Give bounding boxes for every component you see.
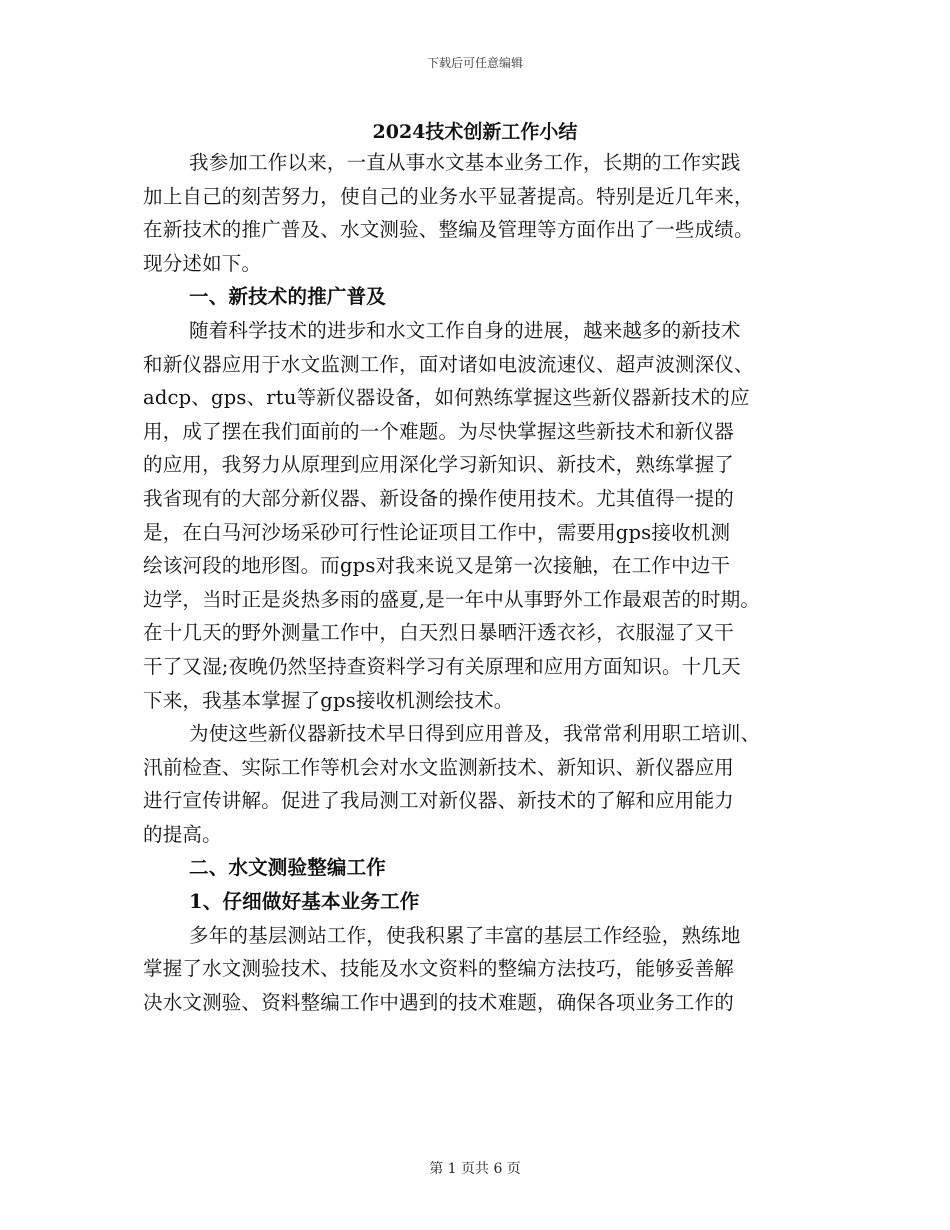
paragraph-line: 汛前检查、实际工作等机会对水文监测新技术、新知识、新仪器应用	[143, 755, 735, 779]
section-heading: 二、水文测验整编工作	[189, 856, 387, 880]
paragraph-line: 决水文测验、资料整编工作中遇到的技术难题，确保各项业务工作的	[143, 990, 735, 1014]
section-heading: 1、仔细做好基本业务工作	[189, 890, 420, 914]
paragraph-line: 的提高。	[143, 822, 222, 846]
paragraph-line: 加上自己的刻苦努力，使自己的业务水平显著提高。特别是近几年来，	[143, 184, 754, 208]
paragraph-line: 绘该河段的地形图。而gps对我来说又是第一次接触，在工作中边干	[143, 554, 731, 578]
page-footer: 第 1 页共 6 页	[429, 1161, 521, 1177]
paragraph-line: 多年的基层测站工作，使我积累了丰富的基层工作经验，熟练地	[189, 923, 741, 947]
paragraph-line: 下来，我基本掌握了gps接收机测绘技术。	[143, 688, 514, 712]
paragraph-line: adcp、gps、rtu等新仪器设备，如何熟练掌握这些新仪器新技术的应	[143, 386, 750, 410]
document-body	[143, 146, 813, 1019]
paragraph-line: 进行宣传讲解。促进了我局测工对新仪器、新技术的了解和应用能力	[143, 789, 735, 813]
paragraph-line: 随着科学技术的进步和水文工作自身的进展，越来越多的新技术	[189, 318, 741, 342]
paragraph-line: 是，在白马河沙场采砂可行性论证项目工作中，需要用gps接收机测	[143, 520, 731, 544]
paragraph-line: 为使这些新仪器新技术早日得到应用普及，我常常利用职工培训、	[189, 722, 761, 746]
paragraph-line: 我省现有的大部分新仪器、新设备的操作使用技术。尤其值得一提的	[143, 486, 735, 510]
paragraph-line: 边学，当时正是炎热多雨的盛夏,是一年中从事野外工作最艰苦的时期。	[143, 587, 761, 611]
paragraph-line: 在新技术的推广普及、水文测验、整编及管理等方面作出了一些成绩。	[143, 218, 754, 242]
section-heading: 一、新技术的推广普及	[189, 285, 387, 309]
paragraph-line: 用，成了摆在我们面前的一个难题。为尽快掌握这些新技术和新仪器	[143, 419, 735, 443]
paragraph-line: 我参加工作以来，一直从事水文基本业务工作，长期的工作实践	[189, 151, 741, 174]
paragraph-line: 现分述如下。	[143, 251, 262, 275]
paragraph-line: 和新仪器应用于水文监测工作，面对诸如电波流速仪、超声波测深仪、	[143, 352, 754, 376]
paragraph-line: 掌握了水文测验技术、技能及水文资料的整编方法技巧，能够妥善解	[143, 957, 735, 981]
paragraph-line: 在十几天的野外测量工作中，白天烈日暴晒汗透衣衫，衣服湿了又干	[143, 621, 735, 645]
page-header: 下载后可任意编辑	[426, 56, 523, 70]
paragraph-line: 的应用，我努力从原理到应用深化学习新知识、新技术，熟练掌握了	[143, 453, 735, 477]
document-title: 2024技术创新工作小结	[372, 121, 578, 143]
paragraph-line: 干了又湿;夜晚仍然坚持查资料学习有关原理和应用方面知识。十几天	[143, 654, 741, 678]
